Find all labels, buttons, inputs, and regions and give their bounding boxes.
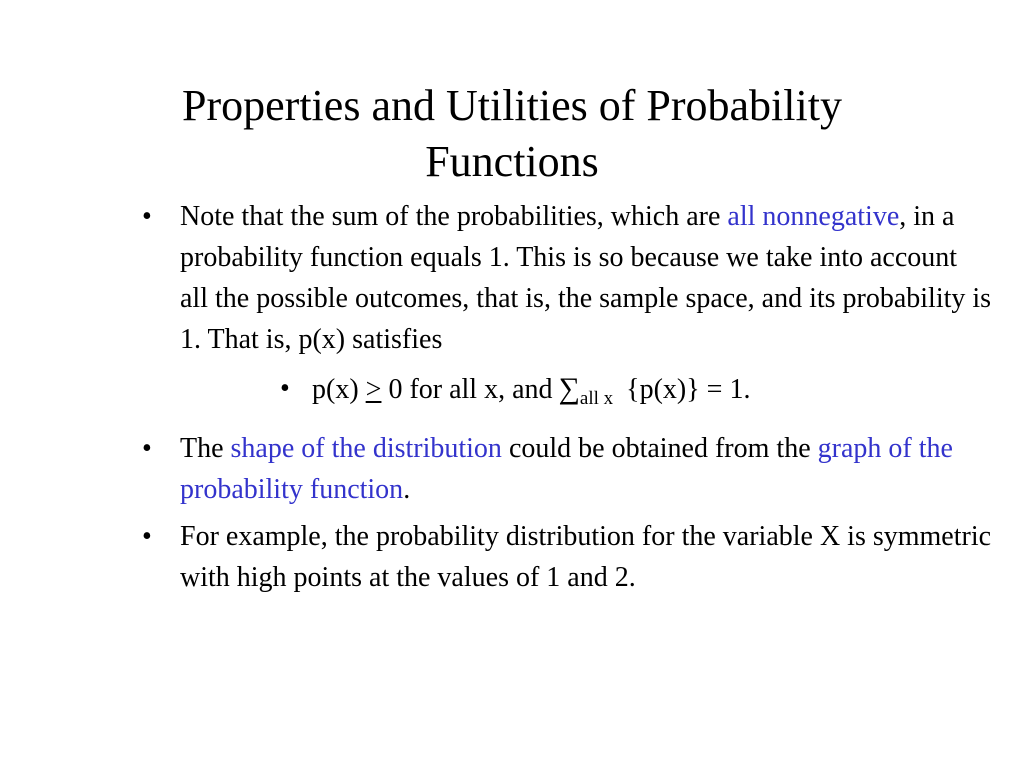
summation-subscript: all x — [579, 388, 614, 409]
summation-symbol: ∑ — [558, 372, 580, 405]
sub-bullet-text-b: 0 for all x, and — [381, 374, 553, 405]
bullet-3-text: For example, the probability distribution for the variable X is symmetric with high points at the values of 1 and 2. — [180, 521, 992, 593]
slide-body — [142, 196, 992, 604]
bullet-2-text-b: could be obtained from the — [501, 433, 818, 464]
bullet-2-text-a: The — [180, 433, 231, 464]
bullet-sum-of-probabilities — [142, 196, 992, 360]
bullet-marker: • — [142, 521, 152, 552]
bullet-marker: • — [142, 433, 152, 464]
bullet-marker: • — [142, 201, 152, 232]
sub-bullet-text-c: {p(x)} = 1. — [619, 374, 751, 405]
bullet-2-text-c: . — [403, 474, 411, 505]
sub-bullet-marker: • — [280, 373, 290, 404]
highlight-graph-of-probability-function: graph of the probability function — [180, 433, 953, 505]
bullet-shape-of-distribution — [142, 428, 992, 510]
bullet-1-text-b: , in a probability function equals 1. This is so because we take into account all the possible outcomes, that is, the sample space, and its probability is 1. That is, p(x) satisfies — [180, 201, 992, 355]
highlight-all-nonnegative: all nonnegative — [727, 201, 900, 232]
highlight-shape-of-distribution: shape of the distribution — [230, 433, 502, 464]
bullet-1-text-a: Note that the sum of the probabilities, which are — [180, 201, 728, 232]
greater-equal-symbol: > — [365, 374, 382, 405]
slide-title-line-1: Properties and Utilities of Probability — [182, 81, 842, 130]
sub-bullet-text-a: p(x) — [312, 374, 366, 405]
bullet-example-symmetric — [142, 516, 992, 598]
slide-title — [60, 78, 964, 190]
sub-bullet-probability-conditions — [280, 366, 992, 422]
slide-title-line-2: Functions — [425, 137, 599, 186]
